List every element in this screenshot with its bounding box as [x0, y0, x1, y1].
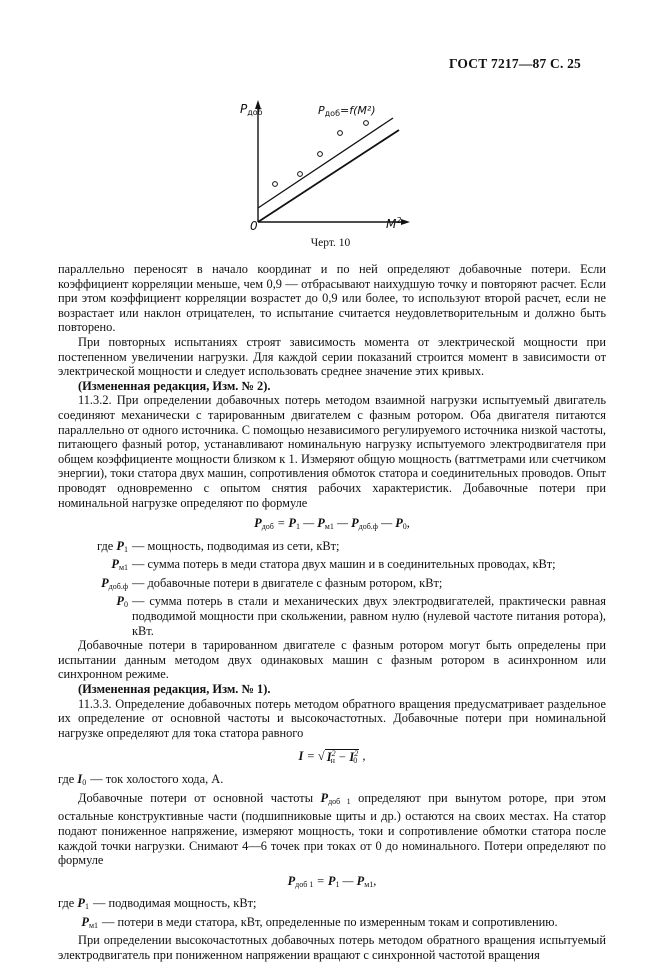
definition-pm1-b: $P_{м1}$ — потери в меди статора, кВт, определенные по измеренным токам и сопротивлению.	[81, 914, 558, 930]
paragraph: Добавочные потери от основной частоты $P_{доб 1}$ определяют при вынутом роторе, при этом остальные конструктивные части (подшипниковые щиты и др.) остаются на своих местах. На статор подают пониженное напряжение, измеряют мощность, токи и сопротивление обмотки статора после каждой точки нагрузки. Снимают 4—6 точек при токах от 0 до номинального. Потери определяют по формуле	[58, 790, 606, 868]
amendment-note: (Измененная редакция, Изм. № 2).	[78, 378, 271, 393]
y-axis-label: $P_{доб}$	[240, 102, 263, 117]
page-header: ГОСТ 7217—87 С. 25	[448, 56, 581, 71]
x-axis-label: $M^2$	[386, 216, 402, 231]
definition-p1: где $P_1$ — мощность, подводимая из сети, кВт;	[97, 538, 340, 554]
origin-label: 0	[250, 219, 258, 233]
line-label: $P_{доб}=f(M^2)$	[318, 104, 376, 118]
amendment-note: (Измененная редакция, Изм. № 1).	[78, 682, 271, 697]
section-11-3-2: 11.3.2. При определении добавочных потерь методом взаимной нагрузки испытуемый двигатель соединяют механически с тарированным двигателем с фазным ротором. Оба двигателя питаются параллельно от одного источника. С помощью независимого регулируемого источника низкой частоты, питающего фазный ротор, устанавливают номинальную нагрузку испытуемого электродвигателя при общем коэффициенте мощности близком к 1. Измеряют общую мощность (ваттметрами или счетчиком энергии), токи статора двух машин, сопротивления обмоток статора и соединительных проводов. Опыт проводят одновременно с опытом снятия рабочих характеристик. Добавочные потери при номинальной нагрузке определяют по формуле	[58, 393, 606, 510]
formula-p-dob1: $P_{доб 1} = P_1$ — $P_{м1}$,	[287, 873, 377, 889]
definition-p0: $P_0$ — сумма потерь в стали и механических двух электродвигателей, практически равная подводимой мощности при скольжении, равном нулю (нулевой частоте питания ротора), кВт.	[116, 594, 606, 638]
document-body	[58, 262, 606, 963]
loss-graph	[236, 98, 416, 233]
definition-pdobf: $P_{доб.ф}$ — добавочные потери в двигателе с фазным ротором, кВт;	[101, 575, 443, 591]
definition-i0: где $I_0$ — ток холостого хода, А.	[58, 772, 224, 788]
paragraph: При повторных испытаниях строят зависимость момента от электрической мощности при постепенном увеличении нагрузки. Для каждой серии показаний строится момент в зависимости от электрической мощности и следует использовать среднее значение этих кривых.	[58, 334, 606, 379]
section-11-3-3: 11.3.3. Определение добавочных потерь методом обратного вращения предусматривает раздельное их определение от основной частоты и высокочастотных. Добавочные потери при номинальной нагрузке определяют для тока статора равного	[58, 696, 606, 740]
formula-current: I = √ $I^2_н - I^2_0$ ,	[298, 748, 366, 765]
figure-chart-10	[236, 98, 416, 233]
definition-p1-b: где $P_1$ — подводимая мощность, кВт;	[58, 896, 257, 912]
paragraph: параллельно переносят в начало координат и по ней определяют добавочные потери. Если коэффициент корреляции меньше, чем 0,9 — отбрасывают наихудшую точку и повторяют расчет. Если при этом коэффициент корреляции возрастет до 0,9 или более, то используют второй расчет, если не возрастает или наклон отрицателен, то испытание считается неудовлетворительным и должно быть повторено.	[58, 262, 606, 335]
paragraph: При определении высокочастотных добавочных потерь методом обратного вращения испытуемый электродвигатель при пониженном напряжении вращают с синхронной частотой вращения	[58, 933, 606, 963]
formula-p-dob: $P_{доб} = P_1$ — $P_{м1}$ — $P_{доб.ф}$ — $P_0$,	[254, 516, 410, 532]
paragraph: Добавочные потери в тарированном двигателе с фазным ротором могут быть определены при испытании данным методом двух одинаковых машин с фазным ротором в асинхронном или синхронном режиме.	[58, 638, 606, 682]
figure-caption: Черт. 10	[310, 237, 351, 249]
definition-pm1: $P_{м1}$ — сумма потерь в меди статора двух машин и в соединительных проводах, кВт;	[111, 557, 556, 573]
